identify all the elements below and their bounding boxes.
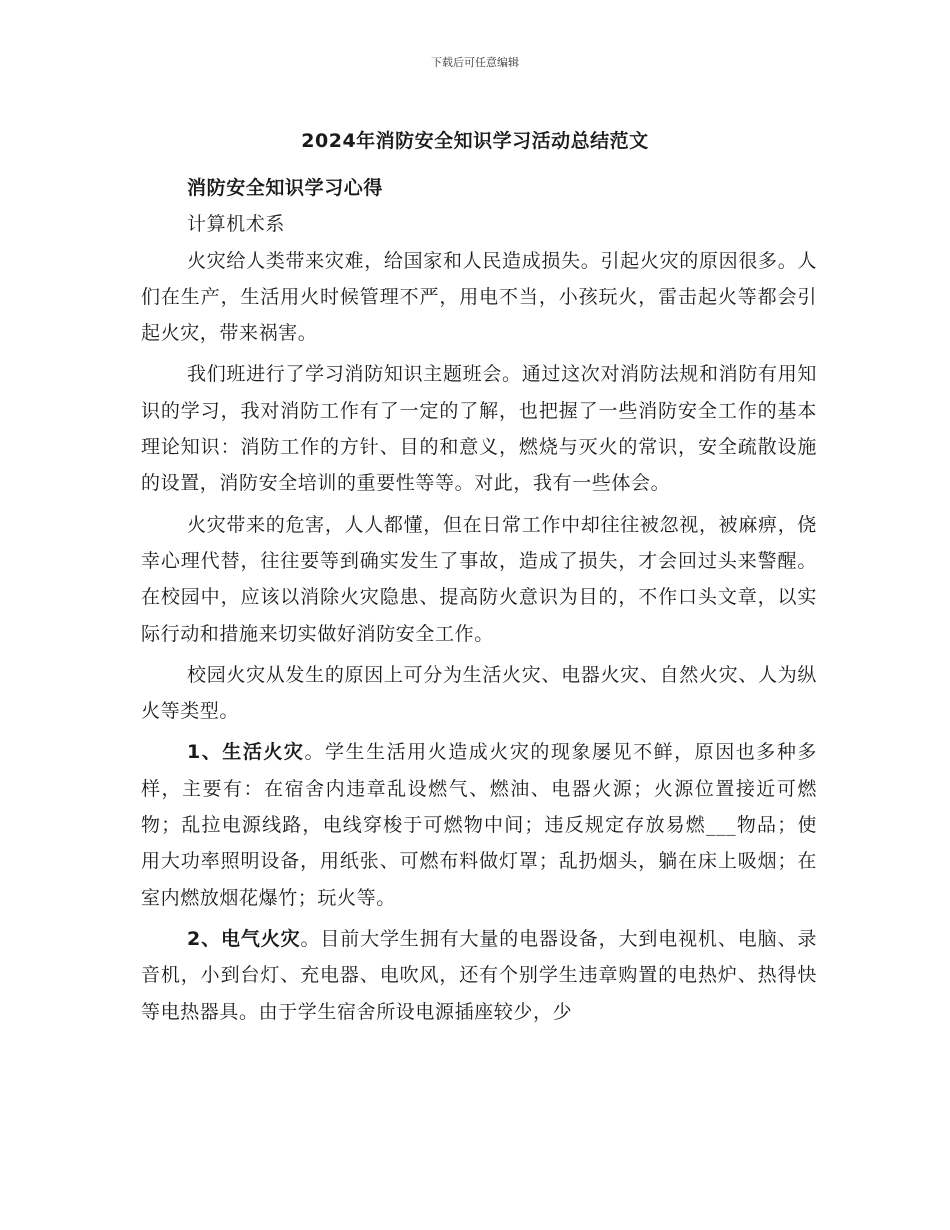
paragraph-6 [141, 921, 817, 1030]
paragraph-6-lead: 2、电气火灾 [187, 927, 301, 950]
department-line: 计算机术系 [187, 213, 286, 236]
document-title: 2024年消防安全知识学习活动总结范文 [301, 130, 649, 152]
paragraph-1: 火灾给人类带来灾难，给国家和人民造成损失。引起火灾的原因很多。人们在生产，生活用火时候管理不严，用电不当，小孩玩火，雷击起火等都会引起火灾，带来祸害。 [141, 249, 817, 345]
paragraph-5-body: 。学生生活用火造成火灾的现象屡见不鲜，原因也多种多样，主要有：在宿舍内违章乱设燃气、燃油、电器火源；火源位置接近可燃物；乱拉电源线路，电线穿梭于可燃物中间；违反规定存放易燃___物品；使用大功率照明设备，用纸张、可燃布料做灯罩；乱扔烟头，躺在床上吸烟；在室内燃放烟花爆竹；玩火等。 [141, 741, 817, 909]
paragraph-5 [141, 734, 817, 915]
paragraph-2: 我们班进行了学习消防知识主题班会。通过这次对消防法规和消防有用知识的学习，我对消防工作有了一定的了解，也把握了一些消防安全工作的基本理论知识：消防工作的方针、目的和意义，燃烧与灭火的常识，安全疏散设施的设置，消防安全培训的重要性等等。对此，我有一些体会。 [141, 363, 817, 495]
section-heading: 消防安全知识学习心得 [187, 177, 384, 199]
paragraph-3: 火灾带来的危害，人人都懂，但在日常工作中却往往被忽视，被麻痹，侥幸心理代替，往往要等到确实发生了事故，造成了损失，才会回过头来警醒。在校园中，应该以消除火灾隐患、提高防火意识为目的，不作口头文章，以实际行动和措施来切实做好消防安全工作。 [141, 513, 817, 645]
header-note: 下载后可任意编辑 [431, 56, 519, 69]
paragraph-5-lead: 1、生活火灾 [187, 741, 305, 764]
paragraph-6-body: 。目前大学生拥有大量的电器设备，大到电视机、电脑、录音机，小到台灯、充电器、电吹风，还有个别学生违章购置的电热炉、热得快等电热器具。由于学生宿舍所设电源插座较少，少 [141, 927, 817, 1023]
document-body [141, 170, 817, 1030]
paragraph-4: 校园火灾从发生的原因上可分为生活火灾、电器火灾、自然火灾、人为纵火等类型。 [141, 663, 817, 723]
